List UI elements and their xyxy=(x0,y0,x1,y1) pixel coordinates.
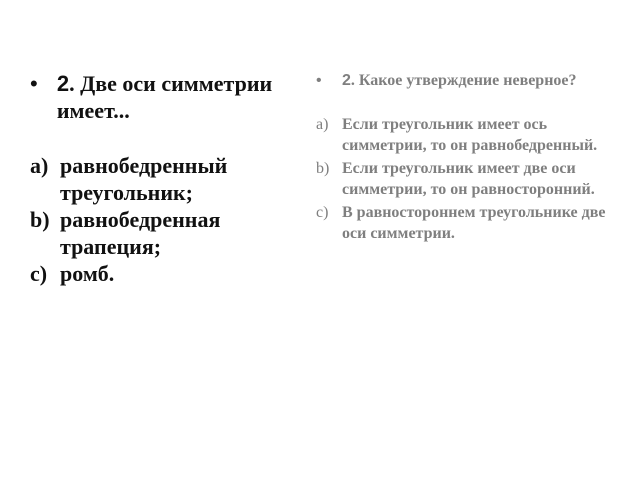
left-question-text xyxy=(57,70,320,124)
left-question-block xyxy=(30,70,320,287)
left-question-number: 2 xyxy=(56,71,70,96)
right-question-number: 2 xyxy=(342,72,351,89)
right-question-body: . Какое утверждение неверное? xyxy=(350,72,577,89)
left-answer-a xyxy=(30,152,320,206)
right-question xyxy=(316,70,616,92)
left-answer-list xyxy=(30,152,320,287)
right-question-block xyxy=(316,70,616,246)
right-answer-list xyxy=(316,114,616,244)
bullet-icon: • xyxy=(30,71,38,96)
answer-text: равнобедренный треугольник; xyxy=(60,153,228,205)
left-answer-b xyxy=(30,206,320,260)
right-answer-b xyxy=(316,158,616,200)
answer-letter: a) xyxy=(30,153,49,178)
answer-letter: b) xyxy=(316,160,330,177)
left-question-body: . Две оси симметрии имеет... xyxy=(56,71,273,123)
answer-text: Если треугольник имеет ось симметрии, то он равнобедренный. xyxy=(342,116,598,154)
answer-text: равнобедренная трапеция; xyxy=(60,207,221,259)
answer-text: Если треугольник имеет две оси симметрии, то он равносторонний. xyxy=(342,160,595,198)
left-question xyxy=(30,70,320,124)
answer-text: ромб. xyxy=(60,261,115,286)
right-question-text xyxy=(342,70,577,92)
answer-letter: b) xyxy=(30,207,50,232)
answer-letter: c) xyxy=(316,204,329,221)
right-answer-c xyxy=(316,202,616,244)
bullet-icon: • xyxy=(316,72,322,89)
left-answer-c xyxy=(30,260,320,287)
answer-letter: c) xyxy=(30,261,48,286)
right-answer-a xyxy=(316,114,616,156)
answer-text: В равностороннем треугольнике две оси симметрии. xyxy=(342,204,606,242)
answer-letter: a) xyxy=(316,116,329,133)
